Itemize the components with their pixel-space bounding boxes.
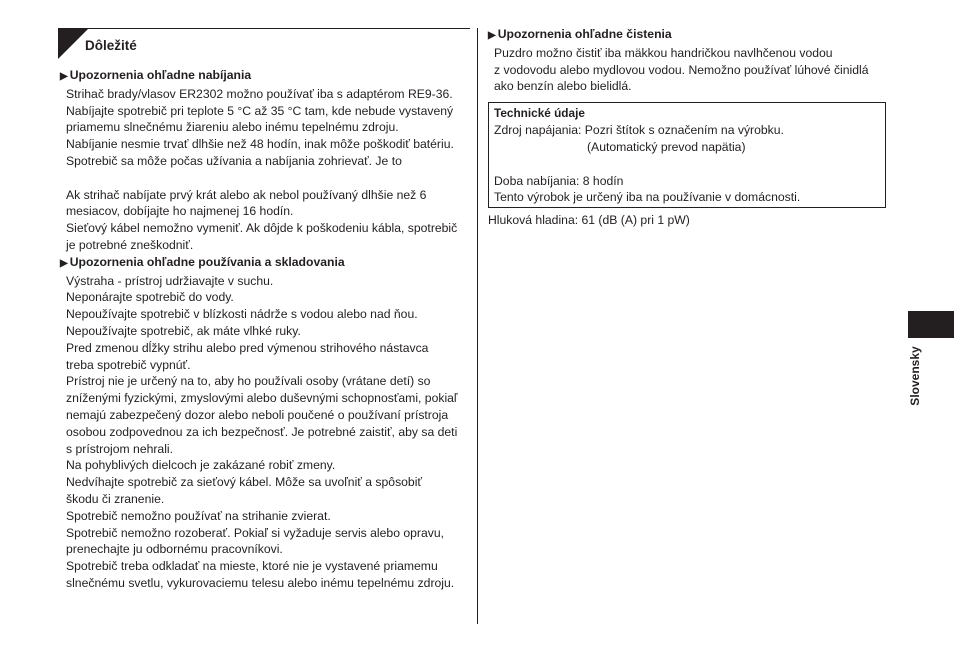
text-line: ako benzín alebo bielidlá. xyxy=(494,79,632,94)
text-line: Spotrebič treba odkladať na mieste, ktoré nie je vystavené priamemu xyxy=(66,559,438,574)
important-heading-bar xyxy=(58,28,470,59)
text-line: z vodovodu alebo mydlovou vodou. Nemožno používať lúhové činidlá xyxy=(494,62,869,77)
text-line: Sieťový kábel nemožno vymeniť. Ak dôjde k poškodeniu kábla, spotrebič xyxy=(66,221,458,236)
technical-specs-box xyxy=(488,102,886,208)
charging-lines xyxy=(58,86,470,254)
text-line: Nabíjajte spotrebič pri teplote 5 °C až 35 °C tam, kde nebude vystavený xyxy=(66,103,454,118)
text-line: priamemu slnečnému žiareniu alebo inému tepelnému zdroju. xyxy=(66,120,399,135)
text-line: Nepoužívajte spotrebič, ak máte vlhké ruky. xyxy=(66,323,301,338)
section-heading-text: Upozornenia ohľadne používania a skladovania xyxy=(69,254,345,269)
text-line: Prístroj nie je určený na to, aby ho používali osoby (vrátane detí) so xyxy=(66,374,431,389)
corner-triangle-icon xyxy=(58,29,88,59)
text-line: Strihač brady/vlasov ER2302 možno používať iba s adaptérom RE9-36. xyxy=(66,86,453,101)
text-line: Nepoužívajte spotrebič v blízkosti nádrže s vodou alebo nad ňou. xyxy=(66,307,418,322)
left-column xyxy=(58,28,470,592)
section-heading-cleaning xyxy=(488,26,898,45)
section-heading-text: Upozornenia ohľadne nabíjania xyxy=(69,68,252,82)
text-line: osobou zodpovednou za ich bezpečnosť. Je potrebné zaistiť, aby sa deti xyxy=(66,424,458,439)
text-line: Nedvíhajte spotrebič za sieťový kábel. Môže sa uvoľniť a spôsobiť xyxy=(66,475,422,490)
voltage-note: (Automatický prevod napätia) xyxy=(587,139,746,154)
text-line: Pred zmenou dĺžky strihu alebo pred výmenou strihového nástavca xyxy=(66,340,429,355)
text-line: Neponárajte spotrebič do vody. xyxy=(66,290,234,305)
text-line: zníženými fyzickými, zmyslovými alebo duševnými schopnosťami, pokiaľ xyxy=(66,391,458,406)
language-label: Slovensky xyxy=(908,346,922,406)
text-line: Spotrebič nemožno rozoberať. Pokiaľ si vyžaduje servis alebo opravu, xyxy=(66,525,445,540)
section-heading-text: Upozornenia ohľadne čistenia xyxy=(497,27,672,41)
household-note: Tento výrobok je určený iba na používanie v domácnosti. xyxy=(494,190,801,205)
text-line: s prístrojom nehrali. xyxy=(66,441,174,456)
usage-lines xyxy=(58,273,470,592)
arrow-right-icon: ▶ xyxy=(60,257,68,269)
text-line: Puzdro možno čistiť iba mäkkou handričkou navlhčenou vodou xyxy=(494,45,833,60)
text-line: Výstraha - prístroj udržiavajte v suchu. xyxy=(66,273,274,288)
language-tab xyxy=(908,311,954,338)
blank-line xyxy=(489,156,885,173)
text-line: škodu či zranenie. xyxy=(66,491,165,506)
arrow-right-icon: ▶ xyxy=(60,71,68,82)
text-line: mesiacov, dobíjajte ho najmenej 16 hodín. xyxy=(66,204,294,219)
text-line: nemajú zabezpečený dozor alebo neboli poučené o používaní prístroja xyxy=(66,407,449,422)
specs-title: Technické údaje xyxy=(494,106,585,121)
blank-line xyxy=(58,170,470,187)
text-line: prenechajte ju odbornému pracovníkovi. xyxy=(66,542,283,557)
noise-level-line: Hluková hladina: 61 (dB (A) pri 1 pW) xyxy=(488,213,690,228)
text-line: Na pohyblivých dielcoch je zakázané robiť zmeny. xyxy=(66,458,336,473)
text-line: Ak strihač nabíjate prvý krát alebo ak nebol používaný dlhšie než 6 xyxy=(66,187,427,202)
right-column xyxy=(488,26,898,229)
text-line: Spotrebič sa môže počas užívania a nabíjania zohrievať. Je to xyxy=(66,153,402,168)
text-line: je potrebné zneškodniť. xyxy=(66,237,194,252)
section-heading-usage xyxy=(60,254,470,273)
section-heading-charging xyxy=(60,67,470,86)
text-line: slnečnému svetlu, vykurovaciemu telesu alebo inému tepelnému zdroju. xyxy=(66,575,455,590)
text-line: Spotrebič nemožno používať na strihanie zvierat. xyxy=(66,508,331,523)
arrow-right-icon: ▶ xyxy=(488,30,496,41)
text-line: Nabíjanie nesmie trvať dlhšie než 48 hodín, inak môže poškodiť batériu. xyxy=(66,137,454,152)
charging-time-line: Doba nabíjania: 8 hodín xyxy=(494,173,624,188)
column-divider xyxy=(477,28,478,624)
page-title: Dôležité xyxy=(85,38,137,53)
power-supply-line: Zdroj napájania: Pozri štítok s označením na výrobku. xyxy=(494,123,784,138)
text-line: treba spotrebič vypnúť. xyxy=(66,357,191,372)
